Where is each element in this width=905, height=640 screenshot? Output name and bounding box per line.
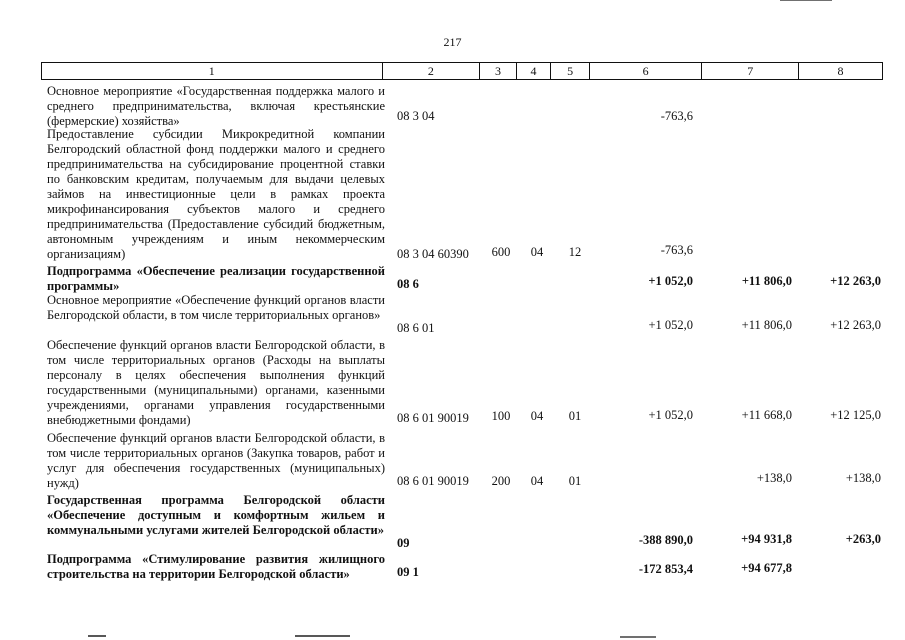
code-cell: 08 6 — [397, 277, 419, 291]
code-cell: 09 — [397, 536, 410, 550]
code-cell: 08 6 01 90019 — [397, 474, 469, 488]
value-col7: +11 806,0 — [741, 318, 792, 332]
pr-cell: 12 — [568, 245, 582, 259]
value-col8: +12 263,0 — [830, 318, 881, 332]
value-col7: +94 931,8 — [741, 532, 792, 546]
row-title: Предоставление субсидии Микрокредитной компании Белгородский областной фонд поддержки малого и среднего предпринимательства на субсидирование процентной ставки по банковским кредитам, получаемым для выдачи целевых займов на инвестиционные цели в рамках проекта микрофинансирования субъектов малого и среднего предпринимательства (Предоставление субсидий бюджетным, автономным учреждениям и иным некоммерческим организациям) — [47, 127, 385, 261]
column-header-2: 2 — [383, 63, 481, 79]
code-cell: 08 6 01 90019 — [397, 411, 469, 425]
scan-artifact — [295, 635, 350, 637]
column-header-3: 3 — [480, 63, 517, 79]
page-number: 217 — [443, 35, 462, 49]
value-col6: -388 890,0 — [638, 533, 693, 547]
value-col6: +1 052,0 — [648, 408, 693, 422]
column-header-7: 7 — [702, 63, 799, 79]
rz-cell: 04 — [530, 245, 544, 259]
vr-cell: 200 — [491, 474, 511, 488]
value-col7: +11 806,0 — [741, 274, 792, 288]
value-col6: -763,6 — [660, 243, 693, 257]
column-header-8: 8 — [837, 64, 844, 78]
column-header-4: 4 — [517, 63, 552, 79]
scan-artifact — [780, 0, 832, 1]
row-title: Основное мероприятие «Государственная поддержка малого и среднего предпринимательства, включая крестьянские (фермерские) хозяйства» — [47, 84, 385, 128]
value-col8: +12 125,0 — [830, 408, 881, 422]
row-title: Подпрограмма «Стимулирование развития жилищного строительства на территории Белгородской области» — [47, 552, 385, 581]
rz-cell: 04 — [530, 409, 544, 423]
value-col6: -763,6 — [660, 109, 693, 123]
value-col6: -172 853,4 — [638, 562, 693, 576]
value-col6: +1 052,0 — [648, 274, 693, 288]
value-col7: +94 677,8 — [741, 561, 792, 575]
row-title: Основное мероприятие «Обеспечение функций органов власти Белгородской области, в том числе территориальных органов» — [47, 293, 385, 322]
code-cell: 09 1 — [397, 565, 419, 579]
row-title: Обеспечение функций органов власти Белгородской области, в том числе территориальных органов (Закупка товаров, работ и услуг для обеспечения государственных (муниципальных) нужд) — [47, 431, 385, 490]
value-col8: +12 263,0 — [830, 274, 881, 288]
column-header-1: 1 — [42, 63, 383, 79]
value-col7: +11 668,0 — [741, 408, 792, 422]
value-col6: +1 052,0 — [648, 318, 693, 332]
column-header-6: 6 — [590, 63, 703, 79]
code-cell: 08 3 04 — [397, 109, 435, 123]
row-title: Государственная программа Белгородской области «Обеспечение доступным и комфортным жильем и коммунальными услугами жителей Белгородской области» — [47, 493, 385, 537]
column-header-5: 5 — [551, 63, 590, 79]
rz-cell: 04 — [530, 474, 544, 488]
code-cell: 08 6 01 — [397, 321, 435, 335]
scan-artifact — [88, 635, 106, 637]
value-col8: +263,0 — [845, 532, 881, 546]
vr-cell: 100 — [491, 409, 511, 423]
vr-cell: 600 — [491, 245, 511, 259]
value-col7: +138,0 — [756, 471, 792, 485]
row-title: Подпрограмма «Обеспечение реализации государственной программы» — [47, 264, 385, 293]
code-cell: 08 3 04 60390 — [397, 247, 469, 261]
pr-cell: 01 — [568, 409, 582, 423]
row-title: Обеспечение функций органов власти Белгородской области, в том числе территориальных органов (Расходы на выплаты персоналу в целях обеспечения выполнения функций государственными (муниципальными) органами, казенными учреждениями, органами управления государственными внебюджетными фондами) — [47, 338, 385, 427]
value-col8: +138,0 — [845, 471, 881, 485]
scan-artifact — [620, 636, 656, 638]
pr-cell: 01 — [568, 474, 582, 488]
